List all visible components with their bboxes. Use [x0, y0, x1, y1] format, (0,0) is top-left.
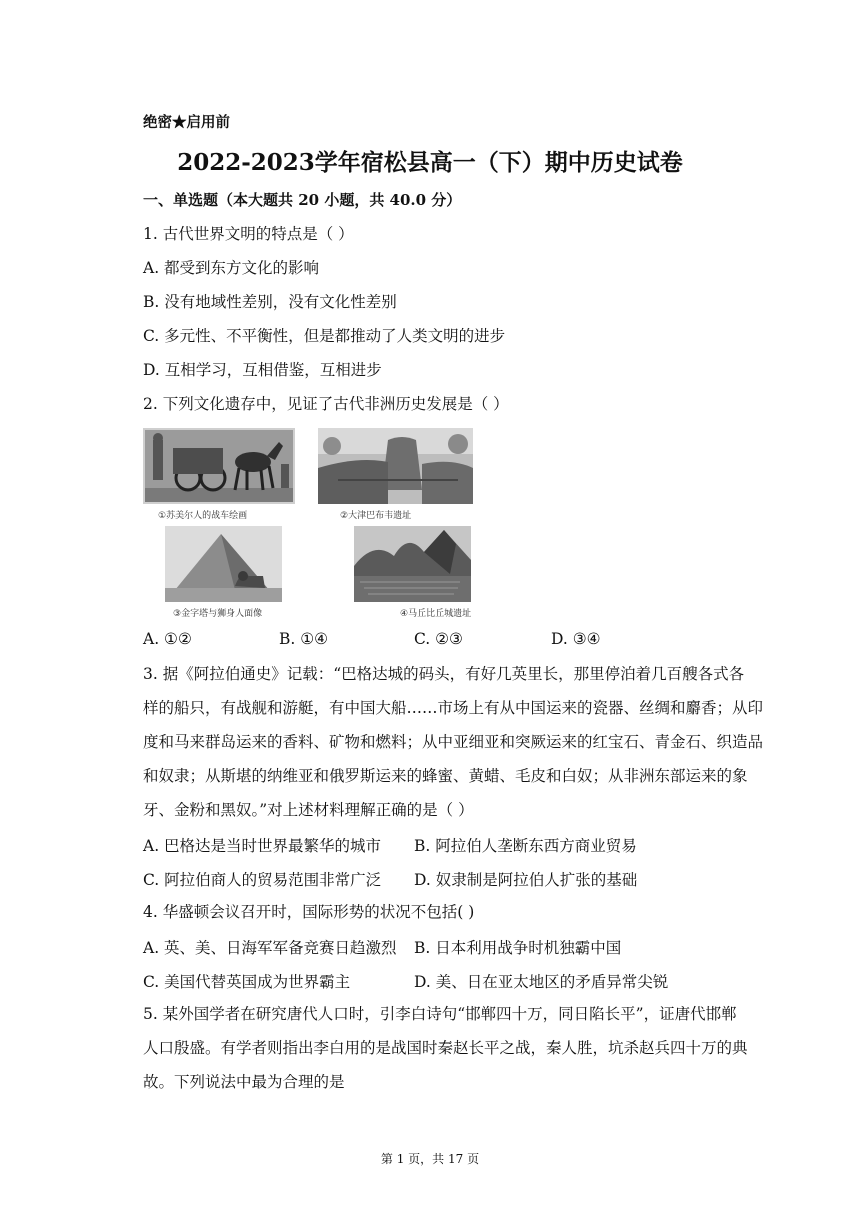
question-1-option-c: C. 多元性、不平衡性，但是都推动了人类文明的进步: [143, 327, 506, 345]
question-4-option-d: D. 美、日在亚太地区的矛盾异常尖锐: [414, 973, 669, 991]
question-4-option-a: A. 英、美、日海军军备竞赛日趋激烈: [143, 939, 397, 957]
question-2-option-a: A. ①②: [143, 630, 192, 648]
question-3-stem-line-2: 样的船只，有战舰和游艇，有中国大船……市场上有从中国运来的瓷器、丝绸和麝香；从印: [143, 699, 764, 717]
page-number-footer: 第 1 页，共 17 页: [380, 1152, 480, 1166]
question-2-option-d: D. ③④: [551, 630, 601, 648]
great-zimbabwe-image: [318, 428, 473, 504]
question-3-option-a: A. 巴格达是当时世界最繁华的城市: [143, 837, 382, 855]
question-5-stem-line-2: 人口殷盛。有学者则指出李白用的是战国时秦赵长平之战，秦人胜，坑杀赵兵四十万的典: [143, 1039, 748, 1057]
question-4-stem: 4. 华盛顿会议召开时，国际形势的状况不包括( ): [143, 903, 475, 921]
question-3-stem-line-4: 和奴隶；从斯堪的纳维亚和俄罗斯运来的蜂蜜、黄蜡、毛皮和白奴；从非洲东部运来的象: [143, 767, 748, 785]
question-1-option-d: D. 互相学习，互相借鉴，互相进步: [143, 361, 382, 379]
question-4-option-c: C. 美国代替英国成为世界霸主: [143, 973, 351, 991]
question-1-option-b: B. 没有地域性差别，没有文化性差别: [143, 293, 397, 311]
question-3-stem-line-1: 3. 据《阿拉伯通史》记载：“巴格达城的码头，有好几英里长，那里停泊着几百艘各式各: [143, 665, 745, 683]
question-5-stem-line-1: 5. 某外国学者在研究唐代人口时，引李白诗句“邯郸四十万，同日陷长平”，证唐代邯郸: [143, 1005, 737, 1023]
question-4-option-b: B. 日本利用战争时机独霸中国: [414, 939, 622, 957]
question-1-option-a: A. 都受到东方文化的影响: [143, 259, 320, 277]
chariot-painting-image: [143, 428, 295, 504]
caption-image-1: ①苏美尔人的战车绘画: [158, 511, 248, 521]
question-2-stem: 2. 下列文化遗存中，见证了古代非洲历史发展是（ ）: [143, 395, 509, 413]
question-3-option-d: D. 奴隶制是阿拉伯人扩张的基础: [414, 871, 638, 889]
question-3-option-c: C. 阿拉伯商人的贸易范围非常广泛: [143, 871, 382, 889]
pyramid-sphinx-image: [165, 526, 282, 602]
caption-image-3: ③金字塔与狮身人面像: [173, 609, 263, 619]
question-2-option-c: C. ②③: [414, 630, 463, 648]
caption-image-4: ④马丘比丘城遗址: [400, 609, 472, 619]
section-heading: 一、单选题（本大题共 20 小题，共 40.0 分）: [143, 191, 462, 209]
question-3-option-b: B. 阿拉伯人垄断东西方商业贸易: [414, 837, 637, 855]
question-3-stem-line-5: 牙、金粉和黑奴。”对上述材料理解正确的是（ ）: [143, 801, 474, 819]
question-1-stem: 1. 古代世界文明的特点是（ ）: [143, 225, 354, 243]
question-5-stem-line-3: 故。下列说法中最为合理的是: [143, 1073, 345, 1091]
question-3-stem-line-3: 度和马来群岛运来的香料、矿物和燃料；从中亚细亚和突厥运来的红宝石、青金石、织造品: [143, 733, 764, 751]
caption-image-2: ②大津巴布韦遗址: [340, 511, 412, 521]
question-2-option-b: B. ①④: [279, 630, 329, 648]
machu-picchu-image: [354, 526, 471, 602]
confidential-label: 绝密★启用前: [143, 114, 230, 131]
exam-title: 2022-2023学年宿松县高一（下）期中历史试卷: [177, 149, 683, 176]
